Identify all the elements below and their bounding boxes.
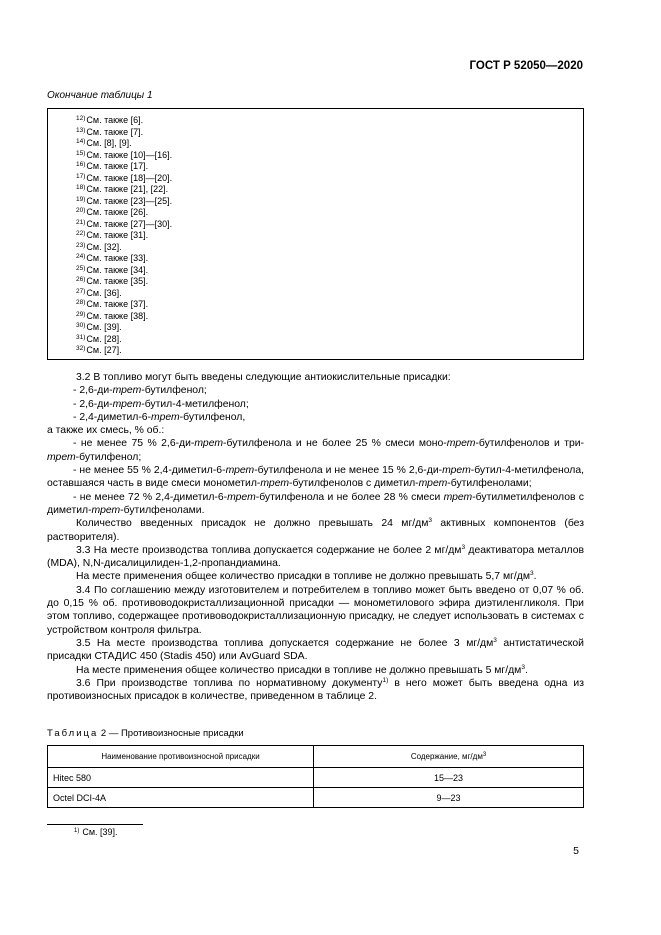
paragraph-3-4: 3.4 По соглашению между изготовителем и потребителем в топливо может быть введено от 0,07 % об. до 0,15 % об. противоводокристаллизационной присадки — монометилового эфира диэтиленгликоля. При этом топливо, содержащее противоводокристаллизационную присадку, не следует использовать в системах с устройством контроля фильтра.: [47, 584, 584, 636]
quantity-paragraph: Количество введенных присадок не должно превышать 24 $мг/дм^3$ активных компонентов (без растворителя).: [47, 517, 584, 543]
notes-list: [76, 115, 172, 357]
cell-additive-name: Hitec 580: [48, 768, 314, 788]
note-item: $^{18)}$См. также [21], [22].: [76, 184, 169, 194]
note-item: $^{20)}$См. также [26].: [76, 207, 149, 217]
mixture-item: - не менее 75 % 2,6-ди-трет-бутилфенола и не более 25 % смеси моно-трет-бутилфенолов и три-трет-бутилфенол;: [47, 438, 584, 463]
note-item: $^{31)}$См. [28].: [76, 333, 122, 344]
note-item: $^{30)}$См. [39].: [76, 322, 122, 332]
cell-additive-name: Octel DCI-4A: [48, 788, 314, 808]
paragraph-3-2: 3.2 В топливо могут быть введены следующие антиокислительные присадки:: [76, 372, 451, 383]
additive-item: - 2,6-ди-трет-бутилфенол;: [73, 385, 207, 397]
footnote-ref[interactable]: 1): [382, 676, 389, 684]
paragraph-3-5-usage: На месте применения общее количество присадки в топливе не должно превышать 5 $мг/дм^3$.: [76, 663, 528, 676]
body-text: [47, 371, 584, 703]
footnote-divider: [47, 824, 143, 825]
note-item: $^{25)}$См. также [34].: [76, 264, 149, 275]
note-item: $^{16)}$См. также [17].: [76, 161, 149, 171]
cell-additive-content: 15—23: [314, 768, 584, 788]
mixture-item: - не менее 55 % 2,4-диметил-6-трет-бутилфенола и не менее 15 % 2,6-ди-трет-бутил-4-метилфенола, оставшаяся часть в виде смеси монометил-трет-бутилфенолов с диметил-трет-бутилфенолами;: [47, 465, 584, 490]
note-item: $^{21)}$См. также [27]—[30].: [76, 218, 173, 229]
table-caption: Таблица 2 — Противоизносные присадки: [47, 728, 244, 739]
note-item: $^{26)}$См. также [35].: [76, 276, 149, 286]
table-continuation-label: Окончание таблицы 1: [47, 90, 153, 101]
additive-item: - 2,4-диметил-6-трет-бутилфенол,: [73, 411, 246, 423]
table-row: [48, 768, 584, 788]
table-row: [48, 788, 584, 808]
note-item: $^{28)}$См. также [37].: [76, 299, 149, 309]
antiwear-additives-table: [47, 745, 584, 808]
note-item: $^{14)}$См. [8], [9].: [76, 138, 132, 148]
cell-additive-content: 9—23: [314, 788, 584, 808]
paragraph-3-3: 3.3 На месте производства топлива допускается содержание не более 2 $мг/дм^3$ деактиватора металлов (MDA), N,N-дисалицилиден-1,2-пропандиамина.: [47, 543, 584, 570]
note-item: $^{22)}$См. также [31].: [76, 230, 149, 240]
note-item: $^{12)}$См. также [6].: [76, 115, 144, 125]
note-item: $^{23)}$См. [32].: [76, 241, 122, 252]
additive-item: - 2,6-ди-трет-бутил-4-метилфенол;: [73, 398, 249, 410]
note-item: $^{17)}$См. также [18]—[20].: [76, 172, 173, 183]
mixture-item: - не менее 72 % 2,4-диметил-6-трет-бутилфенола и не более 28 % смеси трет-бутилметилфенолов с диметил-трет-бутилфенолами.: [47, 491, 585, 516]
note-item: $^{29)}$См. также [38].: [76, 310, 149, 321]
column-header-content: Содержание, $мг/дм^3$: [314, 746, 584, 768]
note-item: $^{19)}$См. также [23]—[25].: [76, 195, 173, 206]
mixture-intro: а также их смесь, % об.:: [47, 425, 165, 437]
paragraph-3-6: 3.6 При производстве топлива по нормативному документу$^{1)}$ в него может быть введена одна из противоизносных присадок в количестве, приведенном в таблице 2.: [47, 676, 584, 703]
note-item: $^{15)}$См. также [10]—[16].: [76, 149, 173, 160]
page-number: 5: [573, 845, 579, 857]
column-header-name: Наименование противоизносной присадки: [48, 746, 314, 768]
note-item: $^{32)}$См. [27].: [76, 345, 122, 355]
footnote: $^{1)}$ См. [39].: [74, 827, 118, 837]
paragraph-3-5: 3.5 На месте производства топлива допускается содержание не более 3 $мг/дм^3$ антистатической присадки СТАДИС 450 (Stadis 450) или AvGuard SDA.: [47, 636, 584, 663]
note-item: $^{27)}$См. [36].: [76, 287, 122, 298]
note-item: $^{13)}$См. также [7].: [76, 126, 144, 137]
document-code: ГОСТ Р 52050—2020: [469, 60, 583, 72]
paragraph-3-3-usage: На месте применения общее количество присадки в топливе не должно превышать 5,7 $мг/дм^3$.: [76, 570, 537, 583]
note-item: $^{24)}$См. также [33].: [76, 253, 149, 263]
table-header-row: [48, 746, 584, 768]
